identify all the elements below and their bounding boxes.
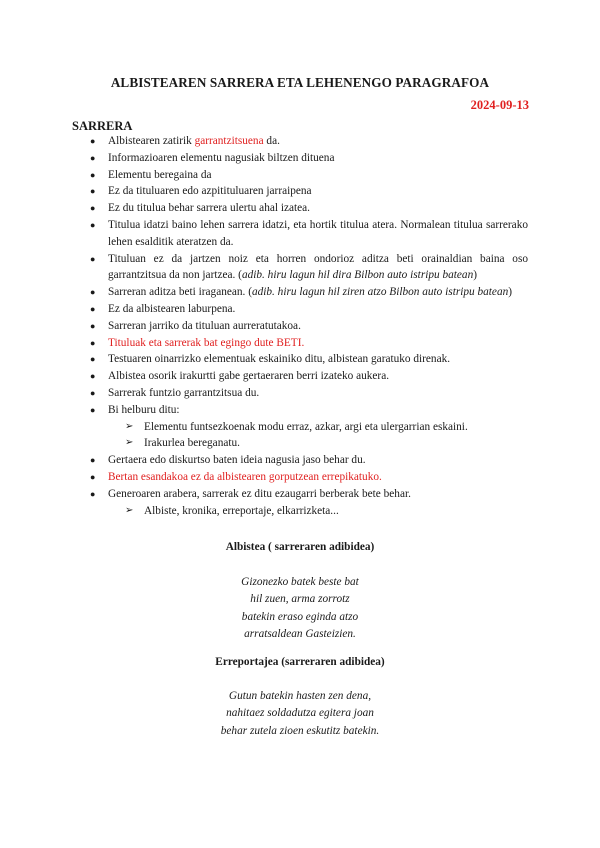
list-item [72, 133, 528, 150]
sub-list-item [108, 435, 528, 452]
example-text: adib. hiru lagun hil ziren atzo Bilbon auto istripu batean [251, 286, 509, 299]
bullet-icon: ● [90, 371, 96, 382]
list-item [72, 167, 528, 184]
sub-list-item-text: Irakurlea bereganatu. [144, 437, 240, 450]
bullet-icon: ● [90, 320, 96, 331]
list-item [72, 301, 528, 318]
bullet-icon: ● [90, 471, 96, 482]
list-item [72, 469, 528, 486]
arrow-icon: ➢ [125, 420, 134, 432]
report-example-text [0, 688, 600, 740]
list-item-text: Bi helburu ditu: [108, 403, 180, 416]
example-line: behar zutela zioen eskutitz batekin. [220, 724, 380, 737]
bullet-icon: ● [90, 287, 96, 298]
list-item-text: Ez da albistearen laburpena. [108, 302, 236, 315]
report-example-heading: Erreportajea (sarreraren adibidea) [215, 656, 385, 668]
news-example-text [0, 574, 600, 643]
example-line: hil zuen, arma zorrotz [250, 593, 350, 606]
sub-list-item [108, 419, 528, 436]
list-item [72, 452, 528, 469]
sub-list [108, 419, 528, 453]
bullet-icon: ● [90, 152, 96, 163]
list-item [72, 402, 528, 452]
list-item-text: ) [508, 286, 513, 299]
list-item-text: Titulua idatzi baino lehen sarrera idatzi, eta hortik titulua atera. Normalean titulua sarrerako lehen esalditik ateratzen da. [108, 218, 528, 248]
list-item [72, 200, 528, 217]
bullet-icon: ● [90, 219, 96, 230]
highlight-text: Bertan esandakoa ez da albistearen gorputzean errepikatuko. [108, 470, 382, 483]
list-item-text: Albistea osorik irakurtti gabe gertaeraren berri izateko aukera. [108, 370, 390, 383]
bullet-icon: ● [90, 203, 96, 214]
bullet-icon: ● [90, 455, 96, 466]
section-heading: SARRERA [72, 119, 133, 133]
example-text: adib. hiru lagun hil dira Bilbon auto istripu batean [241, 269, 474, 282]
list-item [72, 150, 528, 167]
list-item [72, 368, 528, 385]
bullet-icon: ● [90, 303, 96, 314]
list-item-text: Generoaren arabera, sarrerak ez ditu ezaugarri berberak bete behar. [108, 487, 411, 500]
document-title: ALBISTEAREN SARRERA ETA LEHENENGO PARAGRAFOA [110, 75, 490, 90]
document-date: 2024-09-13 [470, 98, 529, 112]
bullet-icon: ● [90, 253, 96, 264]
example-line: Gutun batekin hasten zen dena, [228, 690, 372, 702]
sub-list-item-text: Albiste, kronika, erreportaje, elkarrizketa... [144, 504, 339, 517]
example-line: batekin eraso eginda atzo [241, 610, 359, 623]
highlight-text: garrantzitsuena [194, 135, 264, 147]
bullet-icon: ● [90, 169, 96, 180]
list-item-text: Gertaera edo diskurtso baten ideia nagusia jaso behar du. [108, 454, 366, 467]
list-item [72, 486, 528, 520]
list-item-text: Tituluan ez da jartzen noiz eta horren ondorioz aditza beti orainaldian baina oso garrantzitsua da non jartzea. ( [108, 252, 528, 282]
bullet-icon: ● [90, 387, 96, 398]
list-item [72, 183, 528, 200]
list-item-text: Sarreran jarriko da tituluan aurreratutakoa. [108, 319, 301, 332]
list-item-text: Testuaren oinarrizko elementuak eskainiko ditu, albistean garatuko direnak. [108, 353, 451, 366]
bullet-icon: ● [90, 354, 96, 365]
list-item-text: Elementu beregaina da [108, 168, 212, 181]
sub-list [108, 503, 528, 520]
list-item-text: Albistearen zatirik [108, 135, 195, 147]
bullet-list [72, 133, 528, 519]
list-item-text: da. [263, 135, 280, 147]
list-item-text: Ez du titulua behar sarrera ulertu ahal izatea. [108, 202, 310, 215]
bullet-icon: ● [90, 404, 96, 415]
list-item-text: Informazioaren elementu nagusiak biltzen dituena [108, 151, 335, 164]
list-item [72, 284, 528, 301]
list-item [72, 217, 528, 251]
list-item [72, 385, 528, 402]
bullet-icon: ● [90, 186, 96, 197]
example-line: nahitaez soldadutza egitera joan [226, 707, 374, 720]
list-item [72, 351, 528, 368]
arrow-icon: ➢ [125, 437, 134, 449]
list-item [72, 318, 528, 335]
highlight-text: Tituluak eta sarrerak bat egingo dute BETI. [108, 336, 305, 349]
list-item-text: ) [473, 269, 477, 282]
news-example-heading: Albistea ( sarreraren adibidea) [225, 541, 375, 553]
list-item [72, 251, 528, 285]
example-line: arratsaldean Gasteizien. [244, 627, 356, 640]
bullet-icon: ● [90, 488, 96, 499]
example-line: Gizonezko batek beste bat [241, 576, 359, 588]
list-item-text: Ez da tituluaren edo azpitituluaren jarraipena [108, 185, 312, 198]
bullet-icon: ● [90, 337, 96, 348]
bullet-icon: ● [90, 136, 96, 146]
list-item [72, 335, 528, 352]
arrow-icon: ➢ [125, 504, 134, 516]
sub-list-item [108, 503, 528, 520]
list-item-text: Sarreran aditza beti iraganean. ( [108, 286, 252, 299]
list-item-text: Sarrerak funtzio garrantzitsua du. [108, 386, 260, 399]
sub-list-item-text: Elementu funtsezkoenak modu erraz, azkar, argi eta ulergarrian eskaini. [144, 420, 468, 433]
